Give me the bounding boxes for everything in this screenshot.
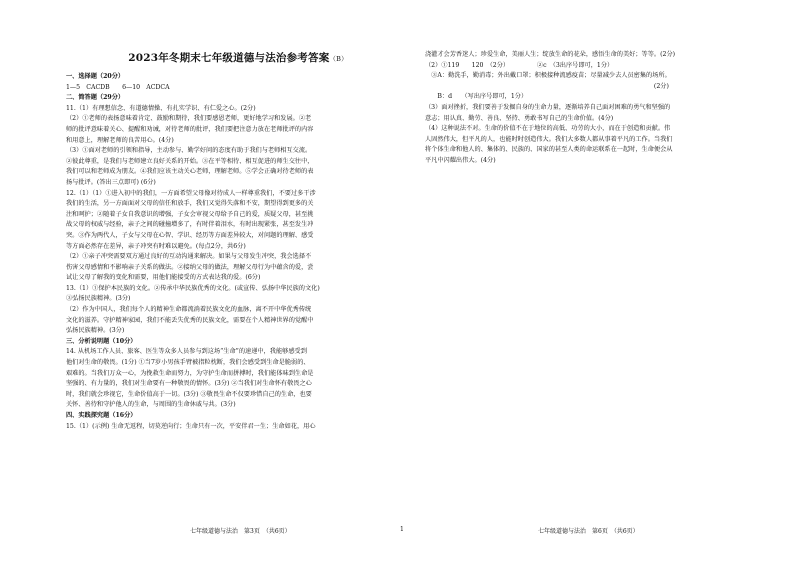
left-text-line: ②彼此尊重，是我们与老师建立良好关系的开始。③在平等相待、相互促进的师生交往中， xyxy=(66,157,314,165)
left-text-line: 突。③作为两代人，子女与父母在心智、学识、经历等方面差异较大，对问题的理解、感受 xyxy=(66,231,314,239)
right-text-line: 将个体生命和他人的、集体的、民族的、国家的甚至人类的命运联系在一起时，生命便会从 xyxy=(425,146,673,154)
right-text-line: 平凡中闪耀出伟大。(4分) xyxy=(425,156,496,164)
left-text-line: （2）作为中国人，我们每个人的精神生命都流淌着民族文化的血脉，离不开中华优秀传统 xyxy=(66,306,312,314)
footer-sheet-number: 1 xyxy=(400,526,404,533)
page-title xyxy=(66,50,410,65)
left-text-line: 我们可以和老师成为朋友。④我们应该主动关心老师，理解老师。⑤学会正确对待老师的表 xyxy=(66,168,314,176)
footer-left-page-label: 七年级道德与法治 第3页 （共6页） xyxy=(190,528,291,535)
right-text-line: 浇灌才会芳香迷人；珍爱生命，美丽人生；绽放生命的花朵，感悟生命的美好；等等。(2分) xyxy=(425,51,676,58)
title-text: 2023年冬期末七年级道德与法治参考答案 xyxy=(128,52,330,64)
left-column-content xyxy=(66,72,410,432)
left-text-line: 12.（1）（1）①进入初中的我们，一方面希望父母像对待成人一样尊重我们，不要过多干涉 xyxy=(66,189,316,197)
left-text-line: 文化的滋养。守护精神家园，我们不能丢失优秀的民族文化，需要在个人精神世界的觉醒中 xyxy=(66,316,314,324)
right-text-line: (2分) xyxy=(425,82,669,90)
left-text-line: 13.（1）①保护本民族的文化。②传承中华民族优秀的文化。(或宣传、弘扬中华民族的文化) xyxy=(66,284,320,292)
left-section-heading: 二、简答题（29分） xyxy=(66,94,125,102)
left-text-line: 和用意上，理解老师的良苦用心。(4分) xyxy=(66,136,174,144)
left-text-line: 坚强的、有力量的，我们对生命要有一种敬畏的情怀。(3分) ②当我们对生命怀有敬畏之心 xyxy=(66,380,312,388)
left-text-line: 弘扬民族精神。(3分) xyxy=(66,327,125,335)
left-text-line: 他们对生命的敬畏。(1分) ①当7岁小男孩手臂被指粒枕断，我们会感受到生命是脆弱的、 xyxy=(66,359,310,367)
left-section-heading: 一、选择题（20分） xyxy=(66,73,125,80)
left-text-line: 试让父母了解我的变化和需要，用他们能接受的方式表达我的爱。(6分) xyxy=(66,274,261,282)
left-section-heading: 四、实践探究题（16分） xyxy=(66,412,137,419)
right-column-content xyxy=(425,50,765,167)
left-text-line: 1—5 CACDB 6—10 ACDCA xyxy=(66,83,170,91)
footer-right-page-label: 七年级道德与法治 第6页 （共6页） xyxy=(538,528,639,535)
left-text-line: 注和呵护；②随着子女自我意识的增强，子女会审视父母给予自己的爱，质疑父母，甚至挑 xyxy=(66,210,314,218)
left-text-line: 11.（1）有理想信念、有道德情操、有扎实学识、有仁爱之心。(2分) xyxy=(66,104,256,112)
left-text-line: 等方面必然存在差异，亲子冲突有时难以避免。(每点2分，共6分) xyxy=(66,242,246,250)
left-text-line: 伤害父母感情和不影响亲子关系的做法。②接纳父母的做法，理解父母行为中蕴含的爱，尝 xyxy=(66,263,314,271)
right-text-line: 人固然伟大，但平凡的人，也能时时创造伟大。我们大多数人都从事着平凡的工作。当我们 xyxy=(425,135,673,143)
right-text-line: ③A：勤洗手，勤消毒；外出戴口罩；积极接种流感疫苗；尽量减少去人员密集的场所。 xyxy=(425,72,671,80)
left-text-line: 关怀、善待和守护他人的生命，与周围的生命休戚与共。(3分) xyxy=(66,401,236,409)
left-text-line: 15.（1）(示例) 生命无返程，切莫逆向行；生命只有一次，平安伴君一生；生命如花，用心 xyxy=(66,422,316,430)
left-text-line: （2）①亲子冲突需要双方通过良好的互动沟通来解决。如果与父母发生冲突，我会选择不 xyxy=(66,253,312,261)
right-text-line: 意志；用认真、勤劳、善良、坚持、勇敢书写自己的生命价值。(4分) xyxy=(425,114,614,122)
left-text-line: 我们的生活，另一方面面对父母的信任和放手，我们又觉得失落和不安，期望得到更多的关 xyxy=(66,200,314,208)
left-text-line: 战父母的权威与经验，亲子之间的碰撞增多了，有时伴着泪水，有时出现紧张，甚至发生冲 xyxy=(66,221,314,229)
right-text-line: B：d （写出序号即可，1分） xyxy=(425,93,528,101)
left-text-line: （2）①老师的表扬意味着肯定、鼓励和期待，我们要感恩老师，更好地学习和发展。②老 xyxy=(66,115,312,123)
right-text-line: （4）这种说法不对。生命的价值不在于地位的高低、功劳的大小，而在于创造和贡献。伟 xyxy=(425,125,671,133)
left-text-line: 14. 从机场工作人员、旅客、医生等众多人员参与到这场“生命”的速递中，我能够感受到 xyxy=(66,348,307,356)
left-text-line: 师的批评意味着关心、提醒和劝诫，对待老师的批评，我们要把注意力放在老师批评的内容 xyxy=(66,125,314,133)
left-text-line: ③弘扬民族精神。(3分) xyxy=(66,295,131,303)
left-text-line: （3）①面对老师的引领和指导，主动参与、勤学好问的态度有助于我们与老师相互交流。 xyxy=(66,147,312,155)
title-tag: （B） xyxy=(329,55,348,63)
left-text-line: 艰难的。当我们万众一心，为挽救生命而努力，为守护生命而拼搏时，我们能体味到生命是 xyxy=(66,369,314,377)
left-text-line: 时，我们就会珍视它，生命价值高于一切。(3分) ③敬畏生命不仅要珍惜自己的生命，也要 xyxy=(66,390,312,398)
left-section-heading: 三、分析说明题（10分） xyxy=(66,337,137,345)
left-text-line: 扬与批评。(答出三点即可) (6分) xyxy=(66,178,156,186)
right-text-line: （3）面对挫折，我们要善于发掘自身的生命力量，逐渐培养自己面对困难的勇气和坚强的 xyxy=(425,103,671,111)
right-text-line: （2）①119 120 （2分） ②c （3出序号即可，1分） xyxy=(425,61,614,69)
